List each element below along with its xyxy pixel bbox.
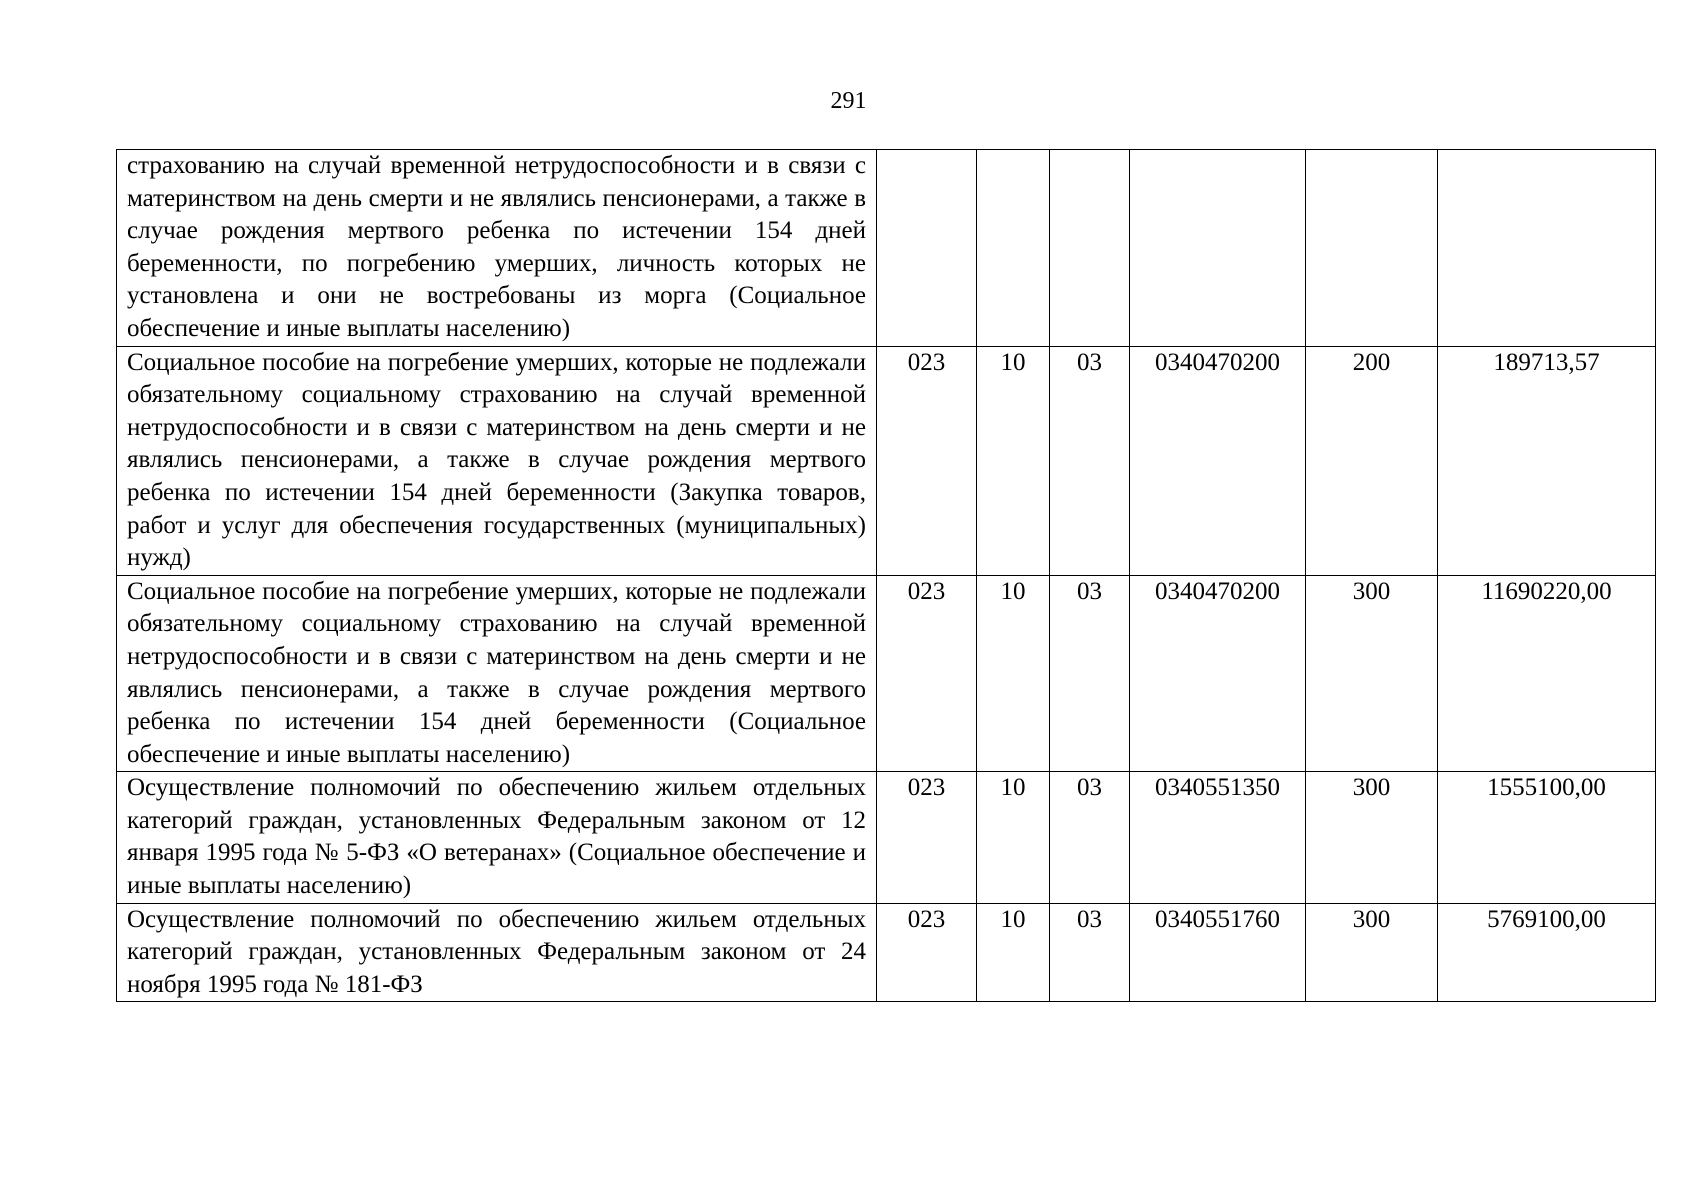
target-article-code: 0340470200 (1130, 575, 1306, 772)
section-code: 10 (977, 772, 1050, 903)
row-description: Социальное пособие на погребение умерших, которые не подлежали обязательному социальному страхованию на случай временной нетрудоспособности и в связи с материнством на день смерти и не являлись пенсионерами, а также в случае рождения мертвого ребенка по истечении 154 дней беременности (Социальное обеспечение и иные выплаты населению) (117, 575, 877, 772)
expense-type-code: 300 (1306, 575, 1438, 772)
row-description: Осуществление полномочий по обеспечению жильем отдельных категорий граждан, установленных Федеральным законом от 24 ноября 1995 года № 181-ФЗ (117, 903, 877, 1002)
amount: 189713,57 (1438, 346, 1656, 575)
amount: 5769100,00 (1438, 903, 1656, 1002)
subsection-code: 03 (1050, 346, 1130, 575)
expense-type-code: 300 (1306, 772, 1438, 903)
page-number: 291 (830, 88, 867, 114)
subsection-code: 03 (1050, 772, 1130, 903)
ministry-code: 023 (877, 903, 977, 1002)
amount: 1555100,00 (1438, 772, 1656, 903)
ministry-code (877, 150, 977, 347)
expense-type-code: 200 (1306, 346, 1438, 575)
expense-type-code: 300 (1306, 903, 1438, 1002)
ministry-code: 023 (877, 772, 977, 903)
amount (1438, 150, 1656, 347)
subsection-code (1050, 150, 1130, 347)
section-code: 10 (977, 346, 1050, 575)
budget-table (116, 149, 1656, 1002)
ministry-code: 023 (877, 575, 977, 772)
table-row (117, 772, 1656, 903)
section-code: 10 (977, 903, 1050, 1002)
target-article-code: 0340551760 (1130, 903, 1306, 1002)
target-article-code (1130, 150, 1306, 347)
row-description: Социальное пособие на погребение умерших, которые не подлежали обязательному социальному страхованию на случай временной нетрудоспособности и в связи с материнством на день смерти и не являлись пенсионерами, а также в случае рождения мертвого ребенка по истечении 154 дней беременности (Закупка товаров, работ и услуг для обеспечения государственных (муниципальных) нужд) (117, 346, 877, 575)
row-description: страхованию на случай временной нетрудоспособности и в связи с материнством на день смерти и не являлись пенсионерами, а также в случае рождения мертвого ребенка по истечении 154 дней беременности, по погребению умерших, личность которых не установлена и они не востребованы из морга (Социальное обеспечение и иные выплаты населению) (117, 150, 877, 347)
ministry-code: 023 (877, 346, 977, 575)
subsection-code: 03 (1050, 903, 1130, 1002)
table-row (117, 903, 1656, 1002)
table-row (117, 346, 1656, 575)
amount: 11690220,00 (1438, 575, 1656, 772)
target-article-code: 0340551350 (1130, 772, 1306, 903)
section-code (977, 150, 1050, 347)
row-description: Осуществление полномочий по обеспечению жильем отдельных категорий граждан, установленных Федеральным законом от 12 января 1995 года № 5-ФЗ «О ветеранах» (Социальное обеспечение и иные выплаты населению) (117, 772, 877, 903)
table-row (117, 575, 1656, 772)
target-article-code: 0340470200 (1130, 346, 1306, 575)
section-code: 10 (977, 575, 1050, 772)
subsection-code: 03 (1050, 575, 1130, 772)
expense-type-code (1306, 150, 1438, 347)
table-row (117, 150, 1656, 347)
